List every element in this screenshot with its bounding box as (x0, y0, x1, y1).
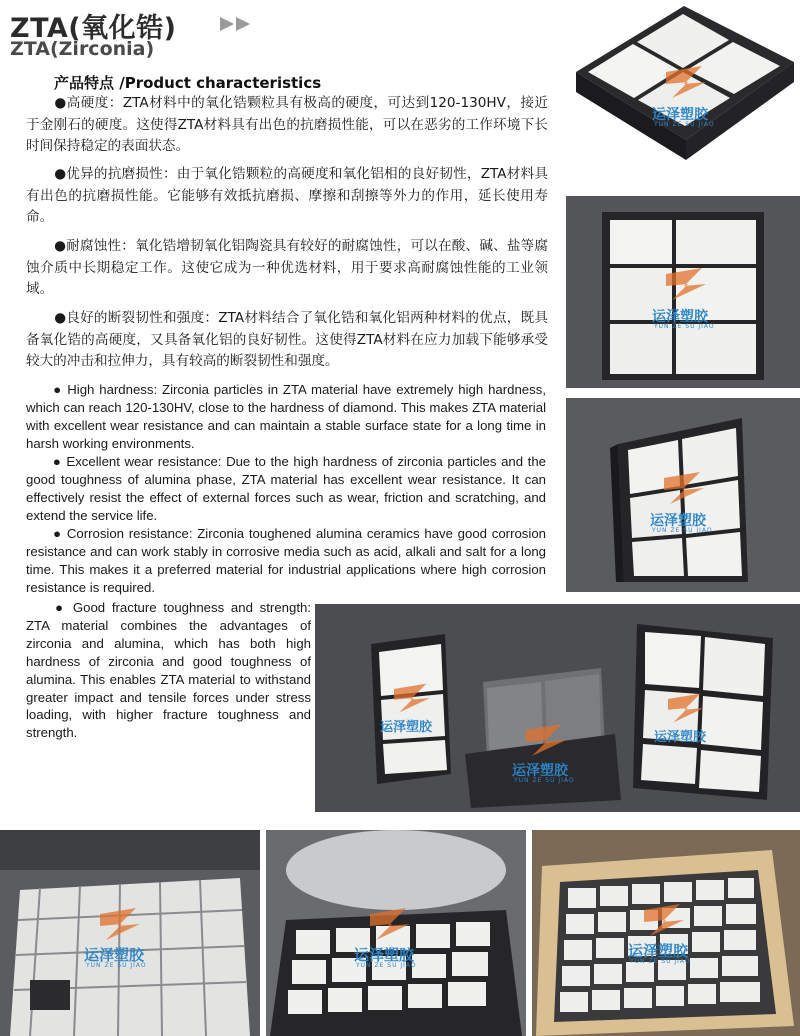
brand-name-cn: 运泽塑胶 (354, 946, 415, 964)
brand-name-cn: 运泽塑胶 (84, 946, 145, 964)
paragraph-en-hardness: ● High hardness: Zirconia particles in ZTA material have extremely high hardness, which can reach 120-130HV, close to the hardness of diamond. This makes ZTA material with excellent wear resistance and can maintain a stable surface state for a long time in harsh working environments. (26, 382, 546, 451)
brand-name-en: YUN ZE SU JIAO (630, 958, 691, 965)
brand-name-cn: 运泽塑胶 (652, 107, 708, 123)
brand-logo-icon (660, 468, 708, 508)
brand-logo-icon (366, 904, 414, 944)
brand-name-cn: 运泽塑胶 (654, 730, 707, 745)
double-arrow-icon (218, 14, 258, 34)
paragraph-en-toughness: ● Good fracture toughness and strength: ZTA material combines the advantages of zirconia and alumina, which has both high hardness of zirconia and good toughness of alumina. This enables ZTA material to withstand greater impact and tensile forces under stress loading, with higher fracture toughness and strength. (26, 600, 311, 741)
paragraph-zh-toughness: ●良好的断裂韧性和强度：ZTA材料结合了氧化锆和氧化铝两种材料的优点，既具备氧化锆的高硬度，又具备氧化铝的良好韧性。这使得ZTA材料在应力加载下能够承受较大的冲击和拉伸力，具有较高的断裂韧性和强度。 (26, 310, 548, 369)
paragraph-zh-corrosion: ●耐腐蚀性：氧化锆增韧氧化铝陶瓷具有较好的耐腐蚀性，可以在酸、碱、盐等腐蚀介质中长期稳定工作。这使它成为一种优选材料，用于要求高耐腐蚀性能的工业领域。 (26, 238, 548, 297)
brand-logo-icon (390, 680, 434, 716)
page-title: ZTA(氧化锆) (10, 13, 177, 44)
brand-name-cn: 运泽塑胶 (380, 720, 433, 735)
brand-name-en: YUN ZE SU JIAO (86, 962, 147, 969)
brand-name-cn: 运泽塑胶 (512, 763, 568, 779)
brand-name-en: YUN ZE SU JIAO (652, 527, 713, 534)
brand-logo-icon (640, 900, 688, 940)
paragraph-zh-hardness: ●高硬度：ZTA材料中的氧化锆颗粒具有极高的硬度，可达到120-130HV，接近于金刚石的硬度。这使得ZTA材料具有出色的抗磨损性能，可以在恶劣的工作环境下长时间保持稳定的表面状态。 (26, 95, 548, 154)
brand-name-en: YUN ZE SU JIAO (514, 777, 575, 784)
brand-logo-icon (664, 690, 708, 726)
brand-name-en: YUN ZE SU JIAO (654, 323, 715, 330)
brand-logo-icon (662, 62, 710, 102)
brand-logo-icon (96, 904, 144, 944)
page-subtitle: ZTA(Zirconia) (10, 38, 155, 60)
brand-name-cn: 运泽塑胶 (628, 942, 689, 960)
brand-name-en: YUN ZE SU JIAO (654, 121, 715, 128)
brand-name-en: YUN ZE SU JIAO (356, 962, 417, 969)
brand-name-cn: 运泽塑胶 (652, 309, 708, 325)
section-heading: 产品特点 /Product characteristics (54, 74, 322, 92)
paragraph-zh-wear: ●优异的抗磨损性：由于氧化锆颗粒的高硬度和氧化铝相的良好韧性，ZTA材料具有出色的抗磨损性能。它能够有效抵抗磨损、摩擦和刮擦等外力的作用，延长使用寿命。 (26, 166, 548, 225)
paragraph-en-corrosion: ● Corrosion resistance: Zirconia toughened alumina ceramics have good corrosion resistance and can work stably in corrosive media such as acid, alkali and salt for a long time. This makes it a preferred material for industrial applications where high corrosion resistance is required. (26, 526, 546, 595)
brand-name-cn: 运泽塑胶 (650, 513, 706, 529)
brand-logo-icon (522, 720, 570, 760)
paragraph-en-wear: ● Excellent wear resistance: Due to the high hardness of zirconia particles and the good toughness of alumina phase, ZTA material has excellent wear resistance. It can effectively resist the effect of external forces such as wear, friction and scratching, and extend the service life. (26, 454, 546, 523)
brand-logo-icon (662, 264, 710, 304)
